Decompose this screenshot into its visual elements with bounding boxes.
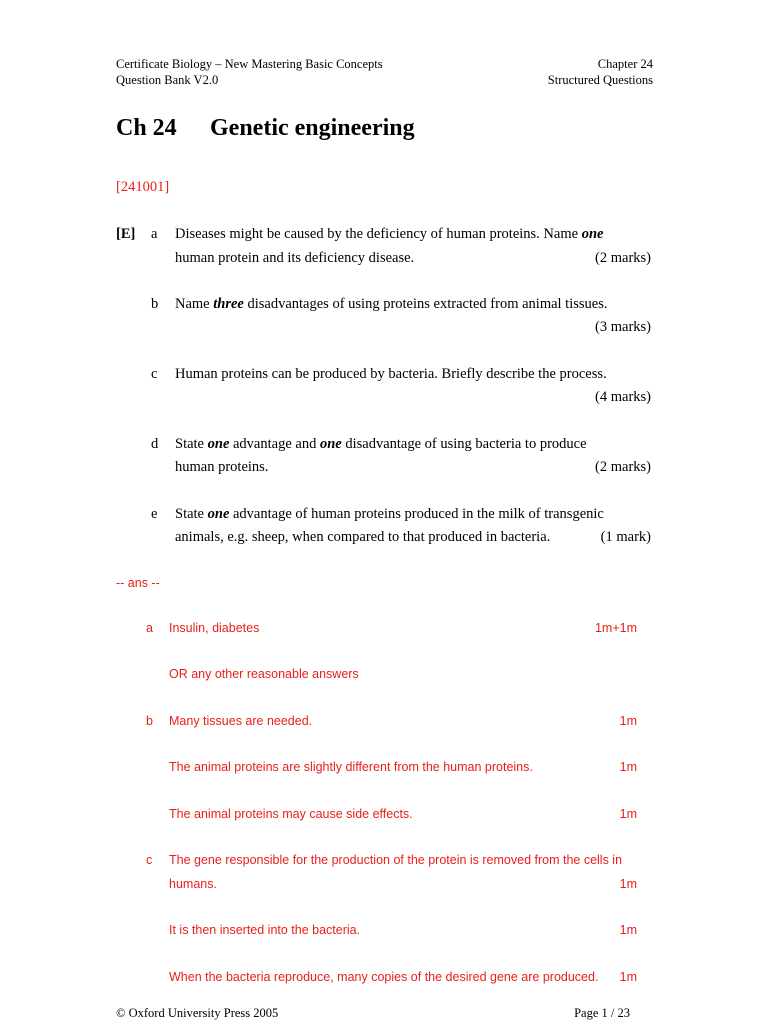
header-right-line2: Structured Questions: [547, 73, 653, 87]
difficulty-tag: [E]: [116, 226, 136, 242]
question-e-letter: e: [151, 506, 158, 522]
header-left-line2: Question Bank V2.0: [116, 73, 219, 87]
question-c-line1: Human proteins can be produced by bacteria. Briefly describe the process.: [175, 366, 607, 382]
footer-page-number: Page 1 / 23: [574, 1006, 630, 1020]
header-right-line1: Chapter 24: [597, 57, 653, 71]
answer-b-mark1: 1m: [619, 714, 637, 728]
question-b-line1: Name three disadvantages of using proteins extracted from animal tissues.: [175, 296, 608, 312]
question-c-letter: c: [151, 366, 158, 382]
question-a-line2: human protein and its deficiency disease.: [175, 250, 415, 266]
answer-b-letter: b: [146, 714, 153, 728]
question-e-marks: (1 mark): [600, 529, 651, 545]
answer-b-mark2: 1m: [619, 760, 637, 774]
answer-c-line3: When the bacteria reproduce, many copies of the desired gene are produced.: [169, 970, 599, 984]
question-e-line1: State one advantage of human proteins produced in the milk of transgenic: [175, 506, 604, 522]
question-c-marks: (4 marks): [595, 389, 651, 405]
question-e-line2: animals, e.g. sheep, when compared to that produced in bacteria.: [175, 529, 551, 545]
chapter-number: Ch 24: [116, 115, 177, 141]
question-b-letter: b: [151, 296, 159, 312]
answer-b-mark3: 1m: [619, 807, 637, 821]
question-d-line1: State one advantage and one disadvantage of using bacteria to produce: [175, 436, 587, 452]
question-b-marks: (3 marks): [595, 319, 651, 335]
answer-c-mark2: 1m: [619, 923, 637, 937]
answer-c-line1: The gene responsible for the production of the protein is removed from the cells in: [169, 853, 623, 867]
answer-c-line1b: humans.: [169, 877, 217, 891]
answer-b-line2: The animal proteins are slightly different from the human proteins.: [169, 760, 533, 774]
answer-c-mark3: 1m: [619, 970, 637, 984]
footer-copyright: © Oxford University Press 2005: [116, 1006, 279, 1020]
question-a-marks: (2 marks): [595, 250, 651, 266]
question-d-line2: human proteins.: [175, 459, 269, 475]
answer-b-line1: Many tissues are needed.: [169, 714, 313, 728]
question-d-marks: (2 marks): [595, 459, 651, 475]
answer-b-line3: The animal proteins may cause side effects.: [169, 807, 413, 821]
answer-a-mark1: 1m+1m: [594, 621, 637, 635]
question-a-line1: Diseases might be caused by the deficiency of human proteins. Name one: [175, 226, 604, 242]
answer-c-mark1: 1m: [619, 877, 637, 891]
question-a-letter: a: [151, 226, 158, 242]
question-id: [241001]: [116, 179, 170, 195]
answers-heading: -- ans --: [116, 576, 160, 590]
answer-a-line2: OR any other reasonable answers: [169, 667, 359, 681]
chapter-title: Genetic engineering: [210, 115, 415, 141]
question-d-letter: d: [151, 436, 159, 452]
answer-c-letter: c: [146, 853, 153, 867]
header-left-line1: Certificate Biology – New Mastering Basic Concepts: [116, 57, 383, 71]
answer-c-line2: It is then inserted into the bacteria.: [169, 923, 361, 937]
answer-a-letter: a: [146, 621, 153, 635]
answer-a-line1: Insulin, diabetes: [169, 621, 260, 635]
